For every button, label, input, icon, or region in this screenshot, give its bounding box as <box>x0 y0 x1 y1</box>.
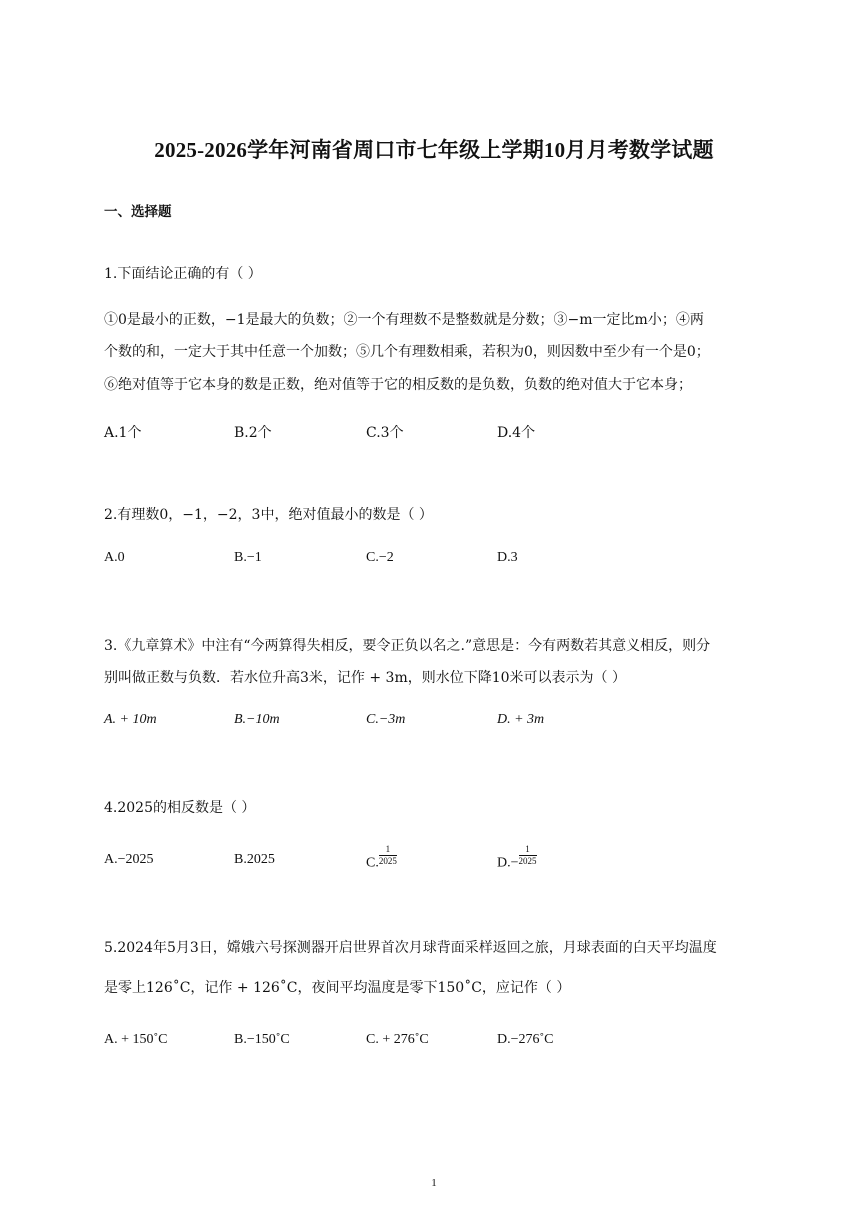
question-5-stem-line-1: 5.2024年5月3日，嫦娥六号探测器开启世界首次月球背面采样返回之旅，月球表面的白天平均温度 <box>104 940 717 956</box>
option-a[interactable]: A.0 <box>104 550 125 565</box>
fraction: $\frac{1}{2025}$ <box>518 844 537 866</box>
question-3-stem-line-1: 3.《九章算术》中注有“今两算得失相反，要令正负以名之.”意思是：今有两数若其意义相反，则分 <box>104 638 711 654</box>
option-a[interactable]: A. + 150˚C <box>104 1032 168 1047</box>
option-c[interactable]: C.−2 <box>366 550 394 565</box>
option-d[interactable]: D.−276˚C <box>497 1032 554 1047</box>
question-1-statement-line-1: ①0是最小的正数，−1是最大的负数；②一个有理数不是整数就是分数；③−m一定比m小；④两 <box>104 312 704 328</box>
question-4-stem: 4.2025的相反数是（ ） <box>104 800 256 816</box>
question-2-stem: 2.有理数0，−1，−2，3中，绝对值最小的数是（ ） <box>104 507 433 523</box>
question-3-options <box>104 712 770 734</box>
question-1-options <box>104 422 770 444</box>
question-1-statement-line-3: ⑥绝对值等于它本身的数是正数，绝对值等于它的相反数的是负数，负数的绝对值大于它本身； <box>104 377 692 393</box>
option-b[interactable]: B.2025 <box>234 852 275 867</box>
option-d[interactable]: D.3 <box>497 550 518 565</box>
page-number: 1 <box>431 1177 437 1189</box>
option-d[interactable]: D. + 3m <box>497 712 545 727</box>
question-2-options <box>104 550 770 572</box>
question-1-stem: 1.下面结论正确的有（ ） <box>104 266 262 282</box>
page-title: 2025-2026学年河南省周口市七年级上学期10月月考数学试题 <box>154 138 714 162</box>
question-5-stem-line-2: 是零上126˚C，记作 + 126˚C，夜间平均温度是零下150˚C，应记作（ ） <box>104 980 571 996</box>
section-heading: 一、选择题 <box>104 204 172 220</box>
option-b[interactable]: B.2个 <box>234 425 272 441</box>
question-4-options <box>104 844 770 874</box>
option-b[interactable]: B.−150˚C <box>234 1032 290 1047</box>
option-a[interactable]: A. + 10m <box>104 712 157 727</box>
question-1-statement-line-2: 个数的和，一定大于其中任意一个加数；⑤几个有理数相乘，若积为0，则因数中至少有一个是0； <box>104 344 710 360</box>
option-d[interactable]: D.− $\frac{1}{2025}$ <box>497 844 537 871</box>
fraction: $\frac{1}{2025}$ <box>378 844 397 866</box>
option-c[interactable]: C.3个 <box>366 425 404 441</box>
option-c[interactable]: C.−3m <box>366 712 406 727</box>
option-b[interactable]: B.−1 <box>234 550 262 565</box>
option-c[interactable]: C. + 276˚C <box>366 1032 429 1047</box>
question-5-options <box>104 1032 770 1054</box>
option-d[interactable]: D.4个 <box>497 425 536 441</box>
option-b[interactable]: B.−10m <box>234 712 280 727</box>
option-a[interactable]: A.1个 <box>104 425 142 441</box>
option-a[interactable]: A.−2025 <box>104 852 154 867</box>
option-c[interactable]: C. $\frac{1}{2025}$ <box>366 844 397 871</box>
question-3-stem-line-2: 别叫做正数与负数．若水位升高3米，记作 + 3m，则水位下降10米可以表示为（ ） <box>104 670 626 686</box>
